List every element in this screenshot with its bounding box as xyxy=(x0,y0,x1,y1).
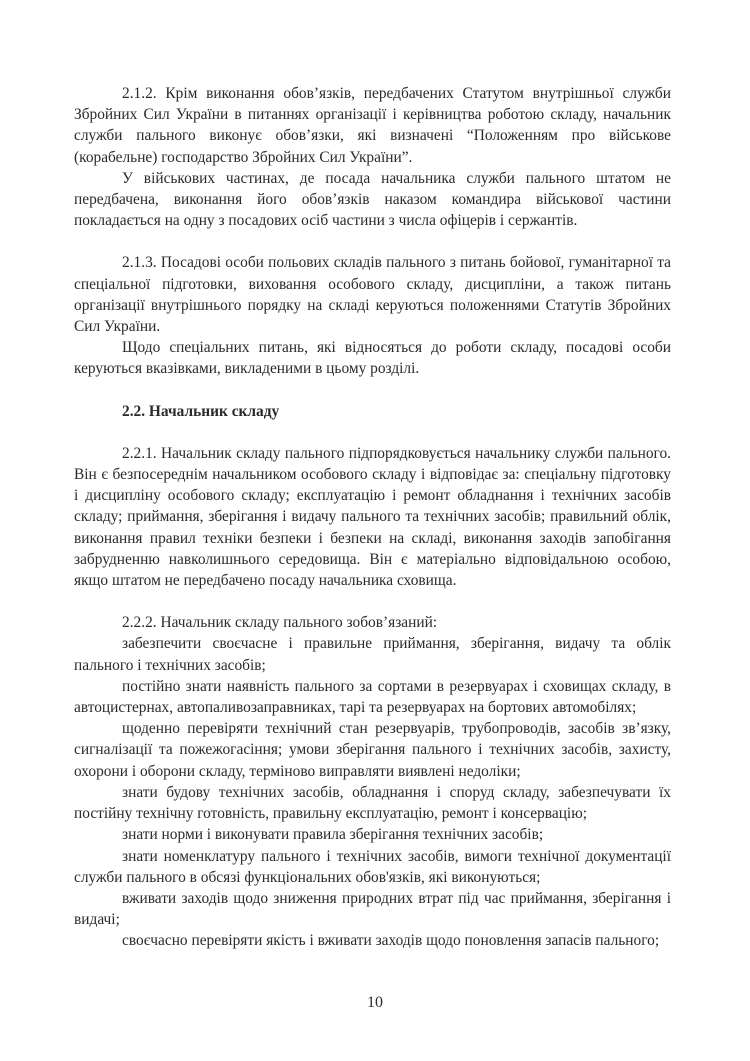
duty-item: знати норми і виконувати правила зберігання технічних засобів; xyxy=(122,826,544,844)
paragraph-2-2-2-intro: 2.2.2. Начальник складу пального зобов’язаний: xyxy=(122,614,438,632)
duty-item: знати номенклатуру пального і технічних засобів, вимоги технічної документації служби пального в обсязі функціональних обов'язків, які виконуються; xyxy=(74,847,671,886)
duty-item: своєчасно перевіряти якість і вживати заходів щодо поновлення запасів пального; xyxy=(122,932,660,950)
duty-item: забезпечити своєчасне і правильне приймання, зберігання, видачу та облік пального і технічних засобів; xyxy=(74,635,671,674)
duty-item: знати будову технічних засобів, обладнання і споруд складу, забезпечувати їх постійну технічну готовність, правильну експлуатацію, ремонт і консервацію; xyxy=(74,783,671,823)
paragraph-2-1-3: 2.1.3. Посадові особи польових складів пального з питань бойової, гуманітарної та спеціальної підготовки, виховання особового складу, дисципліни, а також питань організації внутрішнього порядку на складі керуються положеннями Статутів Збройних Сил України. xyxy=(74,254,671,336)
page-number: 10 xyxy=(367,994,383,1011)
paragraph-2-1-3-special-issues: Щодо спеціальних питань, які відносяться до роботи складу, посадові особи керуються вказівками, викладеними в цьому розділі. xyxy=(74,339,671,378)
page-content xyxy=(74,83,671,952)
duty-item: щоденно перевіряти технічний стан резервуарів, трубопроводів, засобів зв’язку, сигналізації та пожежогасіння; умови зберігання пального і технічних засобів, захисту, охорони і оборони складу, терміново виправляти виявлені недоліки; xyxy=(74,720,671,780)
duty-item: вживати заходів щодо зниження природних втрат під час приймання, зберігання і видачі; xyxy=(74,889,671,929)
section-heading-2-2: 2.2. Начальник складу xyxy=(122,402,280,420)
duty-item: постійно знати наявність пального за сортами в резервуарах і сховищах складу, в автоцистернах, автопаливозаправниках, тарі та резервуарах на бортових автомобілях; xyxy=(74,677,671,717)
paragraph-2-1-2: 2.1.2. Крім виконання обов’язків, передбачених Статутом внутрішньої служби Збройних Сил України в питаннях організації і керівництва роботою складу, начальник служби пального виконує обов’язки, які визначені “Положенням про військове (корабельне) господарство Збройних Сил України”. xyxy=(74,85,671,166)
paragraph-2-1-2-military-units: У військових частинах, де посада начальника служби пального штатом не передбачена, виконання його обов’язків наказом командира військової частини покладається на одну з посадових осіб частини з числа офіцерів і сержантів. xyxy=(74,169,671,230)
paragraph-2-2-1: 2.2.1. Начальник складу пального підпорядковується начальнику служби пального. Він є безпосереднім начальником особового складу і відповідає за: спеціальну підготовку і дисципліну особового складу; експлуатацію і ремонт обладнання і технічних засобів складу; приймання, зберігання і видачу пального та технічних засобів; правильний облік, виконання правил техніки безпеки і безпеки на складі, виконання заходів запобігання забрудненню навколишнього середовища. Він є матеріально відповідальною особою, якщо штатом не передбачено посаду начальника сховища. xyxy=(74,444,671,590)
